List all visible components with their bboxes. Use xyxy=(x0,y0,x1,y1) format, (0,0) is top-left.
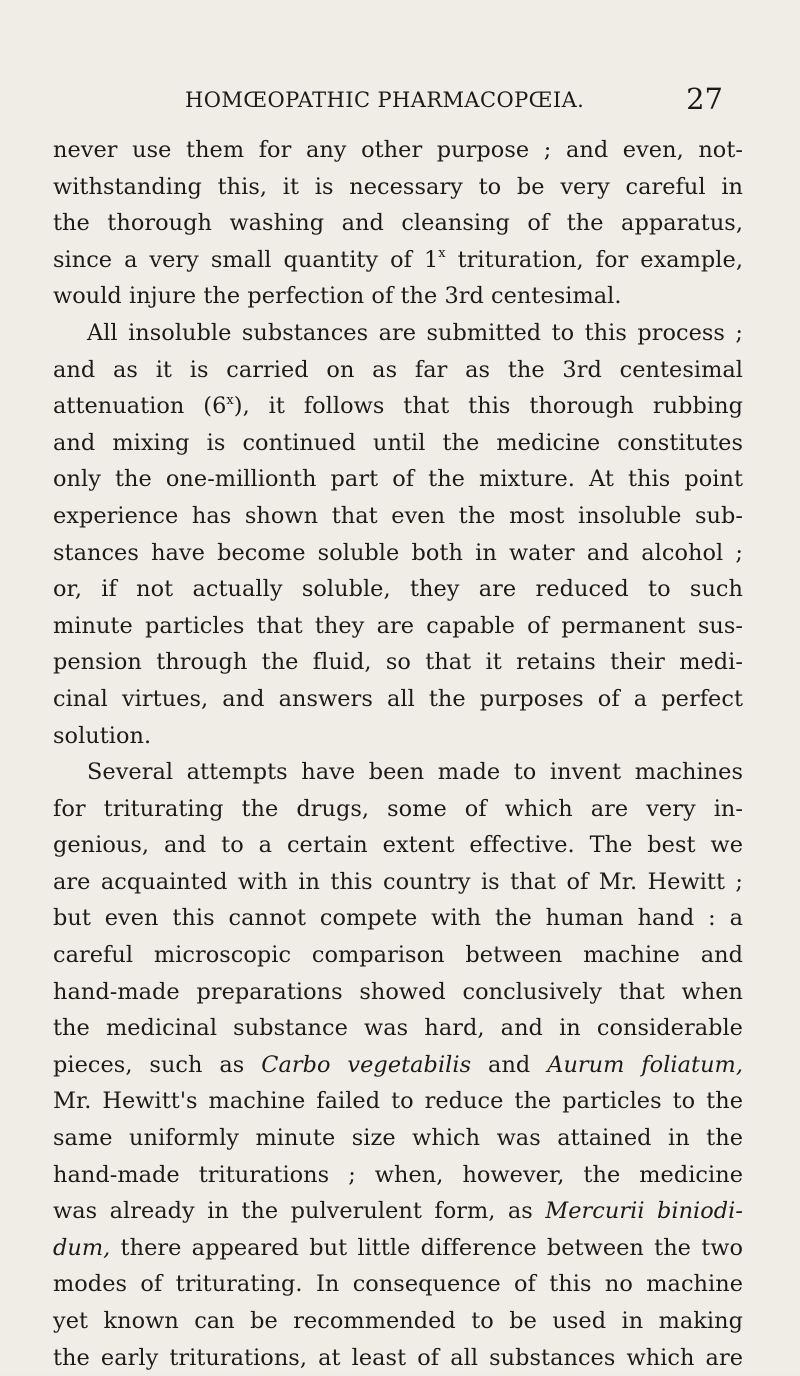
text-line: same uniformly minute size which was attained in the xyxy=(53,1125,743,1152)
text-line: for triturating the drugs, some of which are very in- xyxy=(53,795,743,822)
text-line: and as it is carried on as far as the 3rd centesimal xyxy=(53,356,743,383)
text-line xyxy=(53,388,743,425)
text-line: experience has shown that even the most insoluble sub- xyxy=(53,502,743,529)
text-line: the medicinal substance was hard, and in considerable xyxy=(53,1015,743,1042)
text-line: hand-made triturations ; when, however, the medicine xyxy=(53,1161,743,1188)
text-line xyxy=(53,1193,743,1230)
text-line: solution. xyxy=(53,722,152,749)
text-fragment: ), it follows that this thorough rubbing xyxy=(233,393,743,420)
text-line: are acquainted with in this country is that of Mr. Hewitt ; xyxy=(53,868,743,895)
superscript: x xyxy=(226,392,234,408)
running-title: HOMŒOPATHIC PHARMACOPŒIA. xyxy=(185,88,585,112)
text-line: withstanding this, it is necessary to be very careful in xyxy=(53,173,743,200)
text-line: hand-made preparations showed conclusively that when xyxy=(53,978,743,1005)
italic-term: Carbo vegetabilis xyxy=(261,1051,472,1078)
text-line: Mr. Hewitt's machine failed to reduce the particles to the xyxy=(53,1088,743,1115)
text-line: minute particles that they are capable of permanent sus- xyxy=(53,612,743,639)
text-line: careful microscopic comparison between machine and xyxy=(53,942,743,969)
text-fragment: trituration, for example, xyxy=(445,246,743,273)
text-line: stances have become soluble both in water and alcohol ; xyxy=(53,539,743,566)
paragraph-start: All insoluble substances are submitted to this process ; xyxy=(87,319,743,346)
text-line: yet known can be recommended to be used in making xyxy=(53,1308,743,1334)
text-fragment: since a very small quantity of xyxy=(53,246,424,273)
text-line xyxy=(53,1047,743,1084)
text-line: the early triturations, at least of all substances which are xyxy=(53,1344,743,1371)
italic-term: dum, xyxy=(53,1234,111,1261)
page-number: 27 xyxy=(686,82,723,116)
text-line: never use them for any other purpose ; and even, not- xyxy=(53,137,743,163)
text-line: only the one-millionth part of the mixture. At this point xyxy=(53,466,743,493)
text-line: pension through the fluid, so that it retains their medi- xyxy=(53,649,743,676)
italic-term: Mercurii biniodi- xyxy=(545,1198,743,1225)
superscript: x xyxy=(438,246,446,262)
body-text xyxy=(53,132,743,1376)
text-fragment: 1 xyxy=(423,246,439,273)
text-line: the thorough washing and cleansing of the apparatus, xyxy=(53,210,743,237)
running-head xyxy=(185,82,745,122)
text-fragment: was already in the pulverulent form, as xyxy=(53,1198,546,1225)
text-line xyxy=(53,242,743,279)
italic-term: Aurum foliatum, xyxy=(547,1051,743,1078)
paragraph-start: Several attempts have been made to invent machines xyxy=(87,759,743,786)
text-fragment: and xyxy=(471,1051,548,1078)
text-line: modes of triturating. In consequence of this no machine xyxy=(53,1271,743,1298)
text-fragment: pieces, such as xyxy=(53,1051,262,1078)
text-line: genious, and to a certain extent effective. The best we xyxy=(53,832,743,859)
text-line: would injure the perfection of the 3rd centesimal. xyxy=(53,283,622,310)
text-line: and mixing is continued until the medicine constitutes xyxy=(53,429,743,456)
text-line xyxy=(53,1230,743,1267)
text-fragment: attenuation (6 xyxy=(53,393,227,420)
text-line: or, if not actually soluble, they are reduced to such xyxy=(53,576,743,603)
text-line: cinal virtues, and answers all the purposes of a perfect xyxy=(53,685,743,712)
text-line: but even this cannot compete with the human hand : a xyxy=(53,905,743,932)
text-fragment: there appeared but little difference between the two xyxy=(110,1234,743,1261)
